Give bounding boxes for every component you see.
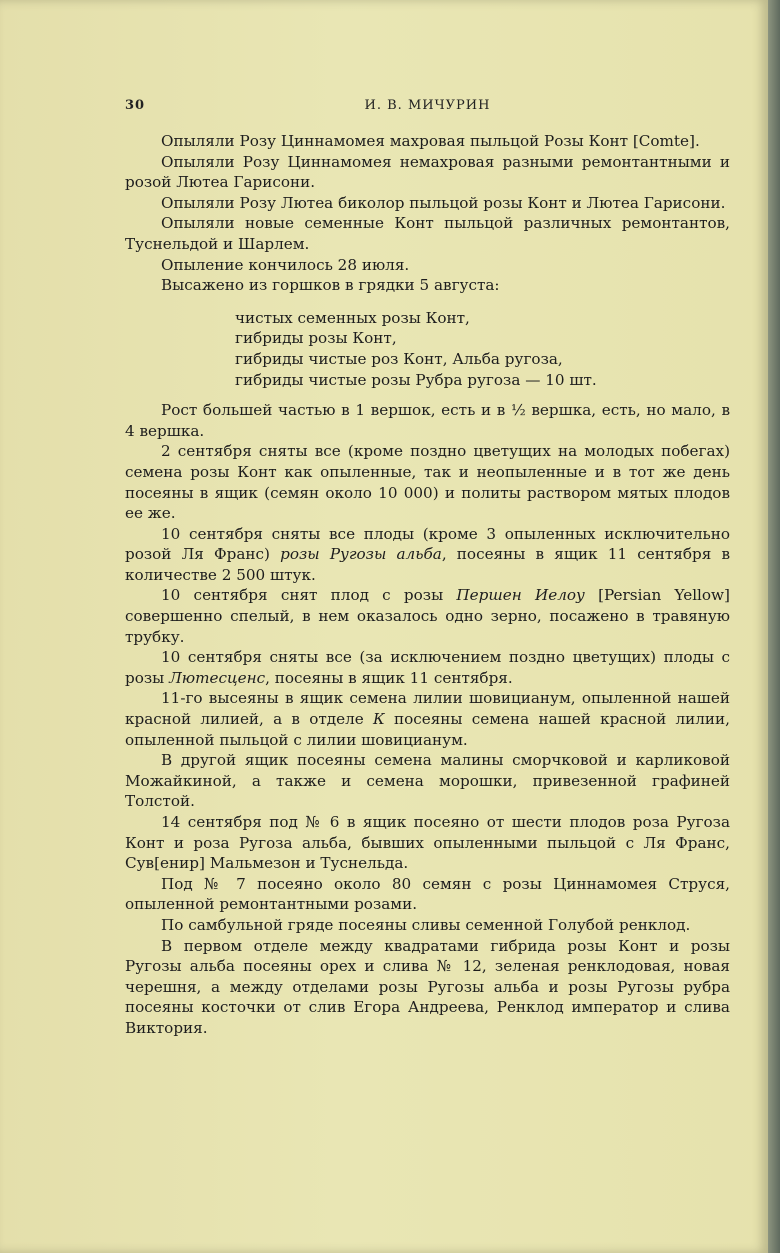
italic-text: Лютесценс [169, 668, 266, 687]
page-edge [768, 0, 780, 1253]
paragraph: В другой ящик посеяны семена малины сморчковой и карликовой Можайкиной, а также и семена морошки, привезенной графиней Толстой. [125, 751, 730, 811]
paragraph: 14 сентября под № 6 в ящик посеяно от шести плодов роза Ругоза Конт и роза Ругоза альба, бывших опыленными пыльцой с Ля Франс, Сув[енир] Мальмезон и Туснельда. [125, 813, 730, 873]
paragraph: Опыляли Розу Циннамомея махровая пыльцой Розы Конт [Comte]. [161, 132, 700, 150]
page-number: 30 [125, 98, 146, 113]
paragraph [125, 647, 730, 688]
list-item: чистых семенных розы Конт, [235, 308, 470, 327]
list-item: гибриды розы Конт, [235, 329, 397, 348]
paragraph: По самбульной гряде посеяны сливы семенной Голубой ренклод. [161, 915, 691, 934]
list-item: гибриды чистые розы Рубра ругоза — 10 шт. [235, 370, 597, 389]
text-run: 10 сентября сняты все плоды (кроме 3 опыленных исключительно розой Ля Франс) [125, 524, 730, 564]
running-header [125, 98, 730, 118]
paragraph [125, 524, 730, 586]
paragraph: Опыляли Розу Лютеа биколор пыльцой розы Конт и Лютеа Гарисони. [161, 193, 726, 212]
text-run: посеяны семена нашей красной лилии, опыленной пыльцой с лилии шовицианум. [125, 710, 730, 749]
paragraph: Высажено из горшков в грядки 5 августа: [161, 276, 500, 295]
text-run: , посеяны в ящик 11 сентября в количестве 2 500 штук. [125, 545, 730, 584]
text-run: , посеяны в ящик 11 сентября. [265, 668, 513, 687]
paragraph: Под № 7 посеяно около 80 семян с розы Циннамомея Струся, опыленной ремонтантными розами. [125, 874, 730, 914]
italic-text: розы Ругозы альба [280, 545, 442, 564]
list-item: гибриды чистые роз Конт, Альба ругоза, [235, 349, 563, 368]
paragraph: В первом отделе между квадратами гибрида розы Конт и розы Ругозы альба посеяны орех и слива № 12, зеленая ренклодовая, новая черешня, а между отделами розы Ругозы альба и розы Ругозы рубра посеяны косточки от слив Егора Андреева, Ренклод император и слива Виктория. [125, 936, 730, 1037]
running-head-author: И. В. МИЧУРИН [364, 98, 491, 113]
paragraph: 2 сентября сняты все (кроме поздно цветущих на молодых побегах) семена розы Конт как опыленные, так и неопыленные и в тот же день посеяны в ящик (семян около 10 000) и политы раствором мятых плодов ее же. [125, 442, 730, 523]
italic-text: К [372, 710, 385, 729]
text-run: 11-го высеяны в ящик семена лилии шовицианум, опыленной нашей красной лилией, а в отделе [125, 689, 730, 729]
paragraph: Опыляли новые семенные Конт пыльцой различных ремонтантов, Туснельдой и Шарлем. [125, 214, 730, 253]
paragraph: Опыляли Розу Циннамомея немахровая разными ремонтантными и розой Лютеа Гарисони. [125, 152, 730, 192]
paragraph [125, 688, 730, 750]
italic-text: Першен Иелоу [456, 586, 585, 605]
paragraph: Рост большей частью в 1 вершок, есть и в ½ вершка, есть, но мало, в 4 вершка. [125, 401, 730, 440]
text-run: 10 сентября сняты все (за исключением поздно цветущих) плоды с розы [125, 648, 730, 687]
text-run: 10 сентября снят плод с розы [161, 586, 457, 605]
planted-list [235, 308, 730, 390]
body-text [125, 131, 730, 1039]
paragraph: Опыление кончилось 28 июля. [161, 255, 410, 274]
paragraph [125, 585, 730, 647]
text-run: [Persian Yellow] совершенно спелый, в нем оказалось одно зерно, посажено в травяную трубку. [125, 586, 730, 646]
